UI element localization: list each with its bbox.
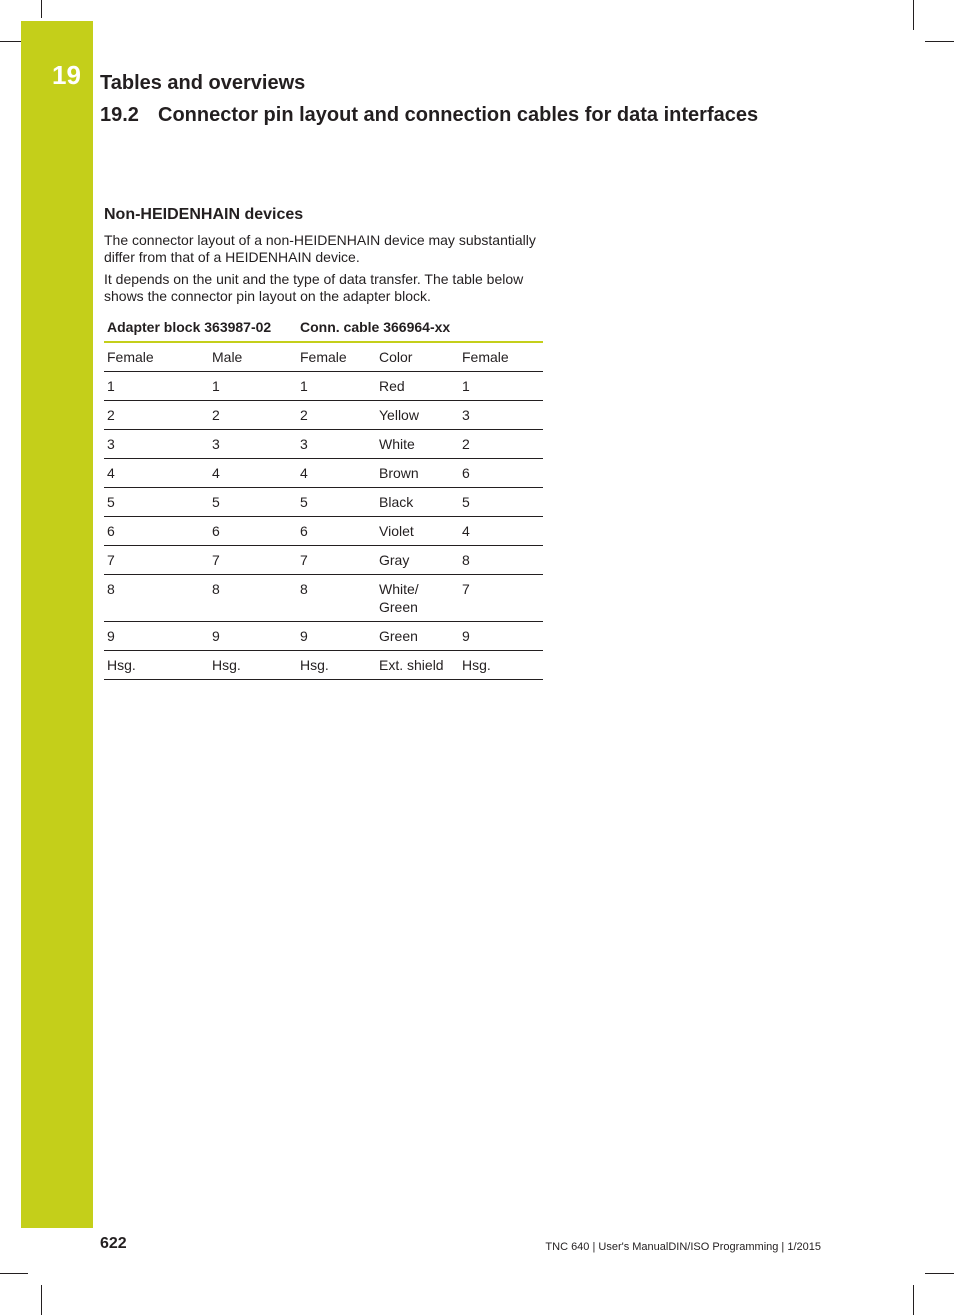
- table-cell: 4: [459, 517, 543, 546]
- table-row: [104, 546, 543, 575]
- crop-mark: [0, 1273, 28, 1274]
- pin-layout-table: [104, 314, 543, 680]
- table-cell: Ext. shield: [376, 651, 459, 680]
- table-cell: White/ Green: [376, 575, 459, 622]
- section-number: 19.2: [100, 104, 139, 126]
- table-cell: 4: [209, 459, 297, 488]
- crop-mark: [41, 0, 42, 18]
- page-number: 622: [100, 1235, 127, 1252]
- table-cell: Male: [209, 342, 297, 372]
- crop-mark: [925, 1273, 954, 1274]
- table-cell: 9: [104, 622, 209, 651]
- table-cell: 5: [297, 488, 376, 517]
- section-title: [100, 104, 758, 127]
- section-title-text: Connector pin layout and connection cables for data interfaces: [158, 104, 759, 126]
- table-row: [104, 488, 543, 517]
- table-cell: 8: [209, 575, 297, 622]
- table-cell: 3: [209, 430, 297, 459]
- paragraph: It depends on the unit and the type of data transfer. The table below shows the connector pin layout on the adapter block.: [104, 271, 524, 304]
- crop-mark: [41, 1285, 42, 1315]
- paragraph: The connector layout of a non-HEIDENHAIN device may substantially differ from that of a HEIDENHAIN device.: [104, 232, 536, 265]
- table-cell: 1: [104, 372, 209, 401]
- table-cell: Hsg.: [297, 651, 376, 680]
- table-cell: 2: [297, 401, 376, 430]
- table-cell: 6: [459, 459, 543, 488]
- table-cell: 6: [104, 517, 209, 546]
- crop-mark: [0, 41, 21, 42]
- table-cell: 2: [459, 430, 543, 459]
- table-cell: Female: [104, 342, 209, 372]
- chapter-number: 19: [52, 60, 81, 90]
- table-cell: 4: [104, 459, 209, 488]
- table-row: [104, 372, 543, 401]
- table-cell: 5: [459, 488, 543, 517]
- table-cell: 5: [104, 488, 209, 517]
- table-row: [104, 342, 543, 372]
- table-cell: 7: [297, 546, 376, 575]
- header-conn-cable: Conn. cable 366964-xx: [297, 314, 543, 342]
- footer-text: TNC 640 | User's ManualDIN/ISO Programming | 1/2015: [545, 1241, 821, 1253]
- table-cell: Female: [297, 342, 376, 372]
- table-cell: 3: [104, 430, 209, 459]
- table-cell: Color: [376, 342, 459, 372]
- table-cell: 2: [104, 401, 209, 430]
- header-adapter-block: Adapter block 363987-02: [104, 314, 297, 342]
- chapter-title: Tables and overviews: [100, 72, 306, 94]
- table-cell: 3: [297, 430, 376, 459]
- table-cell: 8: [459, 546, 543, 575]
- table-cell: 6: [297, 517, 376, 546]
- subsection-heading: Non-HEIDENHAIN devices: [104, 206, 304, 223]
- table-cell: Yellow: [376, 401, 459, 430]
- table-cell: 7: [459, 575, 543, 622]
- table-cell: 4: [297, 459, 376, 488]
- table-cell: 7: [209, 546, 297, 575]
- table-cell: Hsg.: [104, 651, 209, 680]
- table-cell: Hsg.: [459, 651, 543, 680]
- table-cell: 5: [209, 488, 297, 517]
- table-row: [104, 430, 543, 459]
- table-row: [104, 651, 543, 680]
- main-content: [104, 206, 544, 680]
- table-cell: Red: [376, 372, 459, 401]
- table-cell: 8: [104, 575, 209, 622]
- table-cell: 9: [297, 622, 376, 651]
- table-cell: Black: [376, 488, 459, 517]
- table-cell: Hsg.: [209, 651, 297, 680]
- table-cell: 8: [297, 575, 376, 622]
- table-row: [104, 459, 543, 488]
- table-row: [104, 517, 543, 546]
- crop-mark: [913, 0, 914, 30]
- chapter-side-bar: [21, 21, 93, 1228]
- crop-mark: [925, 41, 954, 42]
- table-cell: Violet: [376, 517, 459, 546]
- table-cell: White: [376, 430, 459, 459]
- table-cell: 1: [209, 372, 297, 401]
- table-cell: Brown: [376, 459, 459, 488]
- table-cell: Gray: [376, 546, 459, 575]
- table-body: [104, 342, 543, 680]
- table-cell: 1: [297, 372, 376, 401]
- table-cell: 7: [104, 546, 209, 575]
- table-cell: 3: [459, 401, 543, 430]
- table-cell: 1: [459, 372, 543, 401]
- table-row: [104, 401, 543, 430]
- table-cell: 9: [459, 622, 543, 651]
- table-cell: 9: [209, 622, 297, 651]
- table-row: [104, 575, 543, 622]
- table-cell: 2: [209, 401, 297, 430]
- table-group-header-row: [104, 314, 543, 342]
- table-cell: Female: [459, 342, 543, 372]
- table-cell: Green: [376, 622, 459, 651]
- crop-mark: [913, 1285, 914, 1315]
- table-row: [104, 622, 543, 651]
- table-cell: 6: [209, 517, 297, 546]
